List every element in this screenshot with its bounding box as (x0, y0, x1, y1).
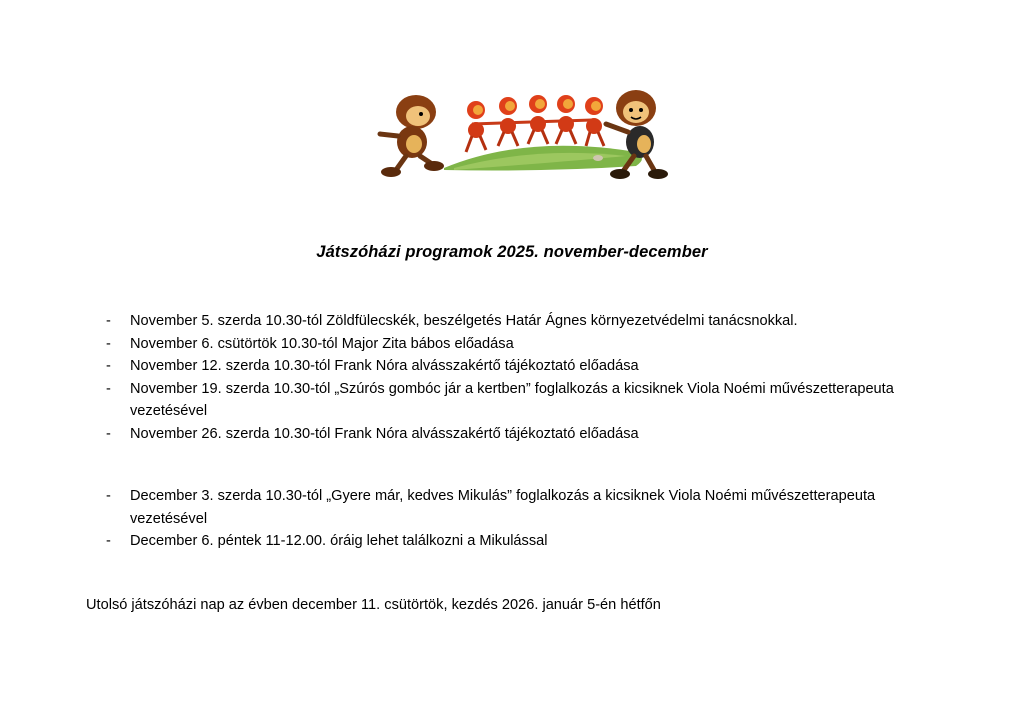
bullet-dash: - (106, 313, 111, 329)
document-title: Játszóházi programok 2025. november-december (316, 243, 708, 261)
list-item (106, 355, 926, 378)
closing-note: Utolsó játszóházi nap az évben december 11. csütörtök, kezdés 2026. január 5-én hétfőn (86, 597, 661, 613)
list-item (106, 423, 926, 446)
bullet-dash: - (106, 335, 111, 352)
bullet-dash: - (106, 533, 111, 549)
list-item-text: November 26. szerda 10.30-tól Frank Nóra alvásszakértő tájékoztató előadása (130, 425, 639, 442)
list-item-text: November 5. szerda 10.30-tól Zöldfülecskék, beszélgetés Határ Ágnes környezetvédelmi tanácsnokkal. (130, 313, 798, 329)
list-item (106, 530, 926, 553)
november-program-list (106, 310, 926, 445)
small-figures-row (466, 95, 604, 152)
bullet-dash: - (106, 488, 111, 504)
bullet-dash: - (106, 358, 111, 374)
list-item-text: November 19. szerda 10.30-tól „Szúrós gombóc jár a kertben” foglalkozás a kicsiknek Viola Noémi művészetterapeuta vezetésével (130, 380, 894, 419)
bullet-dash: - (106, 425, 111, 442)
list-item (106, 310, 926, 333)
chestnut-figures-illustration (336, 86, 690, 202)
list-item-text: November 6. csütörtök 10.30-tól Major Zita bábos előadása (130, 335, 514, 352)
list-item-text: December 6. péntek 11-12.00. óráig lehet találkozni a Mikulással (130, 533, 548, 549)
list-item (106, 333, 926, 356)
list-item (106, 485, 926, 530)
list-item-text: December 3. szerda 10.30-tól „Gyere már, kedves Mikulás” foglalkozás a kicsiknek Viola Noémi művészetterapeuta vezetésével (130, 488, 876, 527)
bullet-dash: - (106, 380, 111, 397)
chestnut-figure-left (380, 95, 444, 177)
december-program-list (106, 485, 926, 553)
list-item (106, 378, 926, 423)
list-item-text: November 12. szerda 10.30-tól Frank Nóra alvásszakértő tájékoztató előadása (130, 358, 639, 374)
